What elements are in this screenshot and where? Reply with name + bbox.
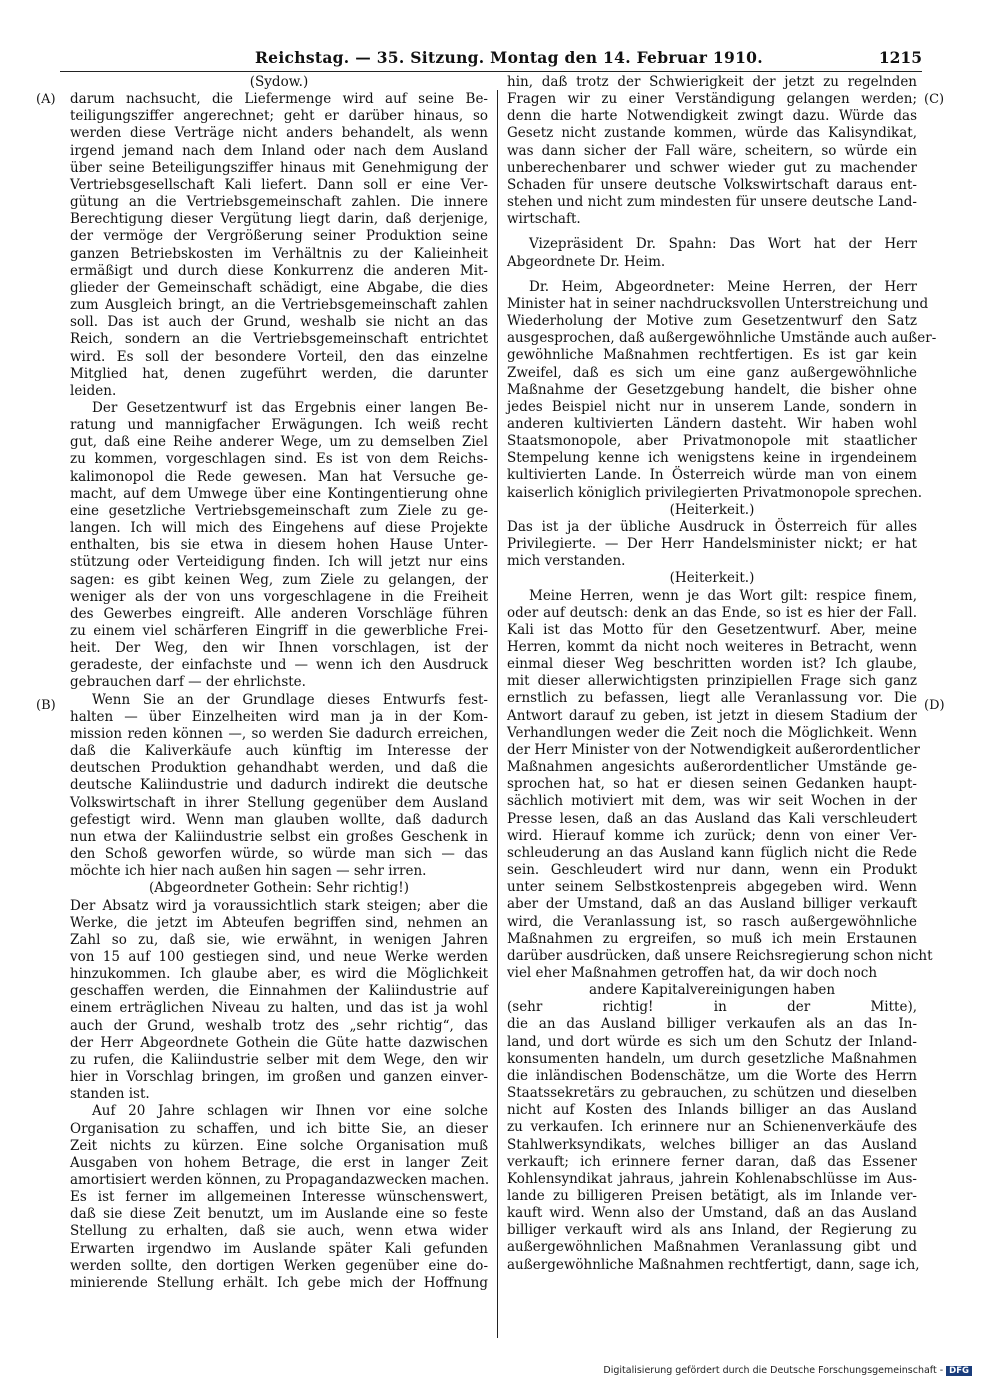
text-line: die inländischen Bodenschätze, um die Worte des Herrn: [507, 1067, 917, 1084]
text-line: Wenn Sie an der Grundlage dieses Entwurfs fest-: [92, 691, 488, 708]
text-line: aber der Umstand, daß an das Ausland billiger verkauft: [507, 896, 917, 913]
text-line: Stahlwerksyndikats, welches billiger an das Ausland: [507, 1136, 917, 1153]
text-line: mit dieser allerwichtigsten prinzipiellen Frage sich ganz: [507, 673, 917, 690]
text-line: Vizepräsident Dr. Spahn: Das Wort hat der Herr: [529, 236, 917, 253]
text-line: wird. Es soll der besondere Vorteil, den das einzelne: [70, 348, 488, 365]
text-line: lande zu billigeren Preisen betätigt, als im Inlande ver-: [507, 1188, 917, 1204]
page-header: [60, 48, 922, 72]
text-line: Presse lesen, daß an das Ausland das Kali verschleudert: [507, 810, 917, 827]
text-line: heit. Der Weg, den wir Ihnen vorschlagen, ist der: [70, 640, 488, 657]
text-line: wird. Hierauf komme ich zurück; denn von einer Ver-: [507, 827, 917, 844]
text-line: zu kommen, vorgeschlagen sind. Es ist von dem Reichs-: [70, 451, 488, 468]
text-line: Das ist ja der übliche Ausdruck in Österreich für alles: [507, 518, 917, 535]
text-line: Vertriebsgesellschaft Kali liefert. Dann soll er eine Ver-: [70, 176, 488, 193]
text-line: einem erträglichen Niveau zu halten, und das ist ja wohl: [70, 1000, 488, 1017]
text-line: unter seinem Selbstkostenpreis abgegeben wird. Wenn: [507, 879, 917, 896]
text-line: Wiederholung der Motive zum Gesetzentwurf den Satz: [507, 313, 917, 330]
text-line: darüber ausdrücken, daß unsere Reichsregierung schon nicht: [507, 947, 933, 964]
text-line: Minister hat in seiner nachdrucksvollen Unterstreichung und: [507, 295, 929, 312]
text-line: Maßnahmen angesichts außerordentlicher Umstände ge-: [507, 759, 917, 776]
text-line: gebrauchen darf — der ehrlichste.: [70, 674, 306, 691]
text-line: mich verstanden.: [507, 553, 626, 570]
margin-marker-c: (C): [924, 92, 945, 107]
text-line: denn die harte Notwendigkeit zwingt dazu. Würde das: [507, 108, 917, 125]
text-line: hier in Vorschlag bringen, im großen und ganzen einver-: [70, 1069, 488, 1086]
text-line: Herren, kommt da nicht noch weiteres in Betracht, wenn: [507, 639, 917, 655]
text-line: Volkswirtschaft in ihrer Stellung gegenüber dem Ausland: [70, 794, 488, 811]
text-line: schleuderung an das Ausland kann füglich nicht die Rede: [507, 844, 917, 861]
text-line: ganzen Betriebskosten im Verhältnis zu der Kalieinheit: [70, 245, 488, 262]
text-line: hinzukommen. Ich glaube aber, es wird die Möglichkeit: [70, 966, 488, 983]
text-line: kaiserlich königlich privilegierten Privatmonopole sprechen.: [507, 484, 923, 501]
text-line: Kali ist das Motto für den Gesetzentwurf. Aber, meine: [507, 621, 917, 638]
text-line: ermäßigt und durch diese Konkurrenz die anderen Mit-: [70, 262, 488, 279]
text-line: billiger verkauft wird als ans Inland, der Regierung zu: [507, 1222, 917, 1239]
text-line: unberechenbarer und schwer wieder gut zu machender: [507, 159, 917, 176]
text-line: gütung an die Vertriebsgemeinschaft zahlen. Die innere: [70, 194, 488, 211]
text-line: Fragen wir zu einer Verständigung gelangen werden;: [507, 91, 917, 108]
text-line: sein. Geschleudert wird nur dann, wenn ein Produkt: [507, 862, 917, 879]
text-line: nun etwa der Kaliindustrie selbst ein großes Geschenk in: [70, 828, 488, 845]
text-line: Es ist ferner im allgemeinen Interesse wünschenswert,: [70, 1189, 488, 1206]
text-line: Mitglied hat, denen zugeführt werden, die darunter: [70, 365, 488, 382]
text-line: Dr. Heim, Abgeordneter: Meine Herren, der Herr: [529, 278, 917, 295]
text-line: des Gewerbes eingreift. Alle anderen Vorschläge führen: [70, 605, 488, 622]
text-line: Der Absatz wird ja voraussichtlich stark steigen; aber die: [70, 897, 488, 914]
text-line: anderen kultivierten Ländern dasteht. Wir haben wohl: [507, 415, 917, 432]
margin-marker-a: (A): [36, 92, 56, 107]
margin-marker-d: (D): [924, 698, 945, 713]
text-line: enthalten, bis sie etwa in diesem hohen Hause Unter-: [70, 537, 488, 554]
text-line: eine gesetzliche Vertriebsgemeinschaft zum Ziele zu ge-: [70, 502, 488, 519]
text-line: halten — über Einzelheiten wird man ja in der Kom-: [70, 708, 488, 725]
text-line: (Heiterkeit.): [669, 570, 755, 587]
text-line: der Herr Minister von der Notwendigkeit außerordentlicher: [507, 741, 920, 758]
text-line: Organisation zu schaffen, und ich bitte Sie, an dieser: [70, 1120, 488, 1137]
text-line: Auf 20 Jahre schlagen wir Ihnen vor eine solche: [92, 1103, 488, 1120]
text-line: gut, daß eine Reihe anderer Wege, um zu demselben Ziel: [70, 434, 488, 451]
text-line: kauft wird. Wenn also der Umstand, daß an das Ausland: [507, 1205, 917, 1222]
text-line: Kohlensyndikat jahraus, jahrein Kohlenabschlüsse im Aus-: [507, 1170, 917, 1187]
left-text-column: [70, 74, 488, 1292]
text-line: wirtschaft.: [507, 211, 581, 228]
footer-credit: [603, 1365, 972, 1376]
text-line: Erwarten irgendwo im Auslande später Kali gefunden: [70, 1240, 488, 1257]
text-line: wird, die Veranlassung ist, so rasch außergewöhnliche: [507, 913, 917, 930]
text-line: darum nachsucht, die Liefermenge wird auf seine Be-: [70, 91, 488, 108]
text-line: (Abgeordneter Gothein: Sehr richtig!): [148, 880, 409, 897]
text-line: nicht auf Kosten des Inlands billiger an das Ausland: [507, 1102, 917, 1119]
text-line: zum Ausgleich bringt, an die Vertriebsgemeinschaft zahlen: [70, 297, 488, 314]
text-line: der vermöge der Vergrößerung seiner Produktion seine: [70, 228, 488, 245]
text-line: (Sydow.): [249, 74, 309, 90]
text-line: deutschen Produktion gehandhabt werden, und daß die: [70, 760, 488, 777]
text-line: auch der Grund, weshalb trotz des „sehr richtig“, das: [70, 1017, 488, 1034]
text-line: Zeit nichts zu kürzen. Eine solche Organisation muß: [70, 1137, 488, 1154]
header-title: Reichstag. — 35. Sitzung. Montag den 14. Februar 1910.: [255, 48, 763, 67]
text-line: gewöhnliche Maßnahmen rechtfertigen. Es ist gar kein: [507, 347, 917, 364]
text-line: Privilegierte. — Der Herr Handelsminister nickt; er hat: [507, 536, 917, 553]
footer-text: Digitalisierung gefördert durch die Deutsche Forschungsgemeinschaft -: [603, 1365, 944, 1376]
dfg-logo: DFG: [946, 1366, 972, 1376]
text-line: den Schoß geworfen würde, so würde man sich — das: [70, 846, 488, 863]
text-line: ernstlich zu befassen, liegt alle Veranlassung vor. Die: [507, 690, 917, 707]
text-line: Berechtigung dieser Vergütung liegt darin, daß derjenige,: [70, 211, 488, 228]
text-line: Abgeordnete Dr. Heim.: [507, 253, 666, 270]
text-line: außergewöhnlichen Maßnahmen Veranlassung gibt und: [507, 1239, 917, 1256]
text-line: Stellung zu erhalten, daß sie auch, wenn etwa wider: [70, 1223, 488, 1240]
text-line: Stempelung kenne ich wenigstens keine in irgendeinem: [507, 450, 917, 467]
text-line: Verhandlungen weder die Zeit noch die Möglichkeit. Wenn: [507, 724, 917, 741]
text-line: Staatsmonopole, aber Privatmonopole mit staatlicher: [507, 433, 917, 450]
text-line: daß sie diese Zeit benutzt, um im Auslande eine so feste: [70, 1206, 488, 1223]
text-line: leiden.: [70, 382, 117, 399]
column-divider: [497, 90, 498, 1338]
text-line: oder auf deutsch: denk an das Ende, so ist es hier der Fall.: [507, 604, 917, 621]
text-line: Der Gesetzentwurf ist das Ergebnis einer langen Be-: [92, 399, 488, 416]
text-line: Reich, sondern an die Vertriebsgemeinschaft entrichtet: [70, 331, 488, 348]
text-line: was dann sicher der Fall wäre, scheitern, so würde ein: [507, 142, 917, 159]
text-line: zu einem viel schärferen Eingriff in die gewerbliche Frei-: [70, 623, 488, 639]
text-line: ratung und mannigfacher Erwägungen. Ich weiß recht: [70, 417, 488, 434]
text-line: verkauft; ich erinnere ferner daran, daß das Essener: [507, 1153, 917, 1170]
text-line: konsumenten handeln, um durch gesetzliche Maßnahmen: [507, 1050, 917, 1067]
text-line: werden diese Verträge nicht anders behandelt, als wenn: [70, 125, 488, 142]
text-line: Schaden für unsere deutsche Volkswirtschaft daraus ent-: [507, 176, 917, 193]
text-line: Maßnahmen zu ergreifen, so muß ich mein Erstaunen: [507, 930, 917, 947]
text-line: [507, 228, 917, 236]
text-line: minierende Stellung erhält. Ich gebe mich der Hoffnung: [70, 1274, 488, 1291]
text-line: gefestigt wird. Wenn man glauben wollte, daß dadurch: [70, 811, 488, 828]
text-line: macht, auf dem Umwege über eine Kontingentierung ohne: [70, 485, 488, 502]
text-line: Werke, die jetzt im Abteufen begriffen sind, nehmen an: [70, 914, 488, 931]
text-line: werden sollte, den dortigen Werken gegenüber eine do-: [70, 1257, 488, 1274]
header-rule: [60, 71, 922, 72]
text-line: Staatssekretärs zu gebrauchen, zu schützen und dieselben: [507, 1085, 917, 1102]
text-line: [507, 271, 917, 279]
text-line: sprochen hat, so hat er diesen seinen Gedanken haupt-: [507, 776, 917, 793]
text-line: über seine Beteiligungsziffer hinaus mit Genehmigung der: [70, 159, 488, 176]
text-line: Meine Herren, wenn je das Wort gilt: respice finem,: [529, 587, 917, 604]
text-line: von 15 auf 100 gestiegen sind, und neue Werke werden: [70, 948, 488, 965]
text-line: viel eher Maßnahmen getroffen hat, da wir doch noch: [507, 964, 878, 981]
text-line: Zweifel, daß es sich um eine ganz außergewöhnliche: [507, 364, 917, 381]
text-line: hin, daß trotz der Schwierigkeit der jetzt zu regelnden: [507, 74, 917, 90]
right-text-column: [507, 74, 937, 1274]
text-line: kultivierten Lande. In Österreich würde man von einem: [507, 467, 917, 484]
text-line: sächlich motiviert mit dem, was wir seit Wochen in der: [507, 793, 917, 810]
text-line: zu verkaufen. Ich erinnere nur an Schienenverkäufe des: [507, 1119, 917, 1136]
text-line: der Herr Abgeordnete Gothein die Güte hatte dazwischen: [70, 1034, 488, 1051]
text-line: land, und dort würde es sich um den Schutz der Inland-: [507, 1033, 917, 1050]
text-line: einmal dieser Weg beschritten worden ist? Ich glaube,: [507, 656, 917, 673]
text-line: Antwort darauf zu geben, ist jetzt in diesem Stadium der: [507, 707, 917, 724]
text-line: daß die Kaliverkäufe auch künftig im Interesse der: [70, 743, 488, 760]
text-line: Ausgaben von hohem Betrage, die erst in langer Zeit: [70, 1154, 488, 1171]
text-line: Zahl so zu, daß sie, wie erwähnt, in wenigen Jahren: [70, 931, 488, 948]
text-line: mission reden können —, so werden Sie dadurch erreichen,: [70, 725, 488, 742]
text-line: (sehr richtig! in der Mitte),: [507, 999, 917, 1016]
text-line: außergewöhnliche Maßnahmen rechtfertigt, dann, sage ich,: [507, 1256, 920, 1273]
text-line: glieder der Gemeinschaft schädigt, eine Abgabe, die dies: [70, 279, 488, 296]
text-line: Maßnahme der Gesetzgebung handelt, die bisher ohne: [507, 381, 917, 398]
text-line: stützung oder Verteidigung finden. Ich will jetzt nur eins: [70, 554, 488, 571]
text-line: weniger als der von uns vorgeschlagene in die Freiheit: [70, 588, 488, 605]
text-line: teiligungsziffer angerechnet; geht er darüber hinaus, so: [70, 108, 488, 125]
text-line: sagen: es gibt keinen Weg, zum Ziele zu gelangen, der: [70, 571, 488, 588]
text-line: jedes Beispiel nicht nur in unserem Lande, sondern in: [507, 398, 917, 415]
text-line: irgend jemand nach dem Inland oder nach dem Ausland: [70, 142, 488, 159]
page-number: 1215: [878, 48, 922, 67]
text-line: (Heiterkeit.): [669, 501, 755, 518]
text-line: standen ist.: [70, 1086, 150, 1103]
margin-marker-b: (B): [36, 698, 56, 713]
text-line: deutsche Kaliindustrie und dadurch indirekt die deutsche: [70, 777, 488, 794]
text-line: andere Kapitalvereinigungen haben: [588, 982, 836, 999]
text-line: ausgesprochen, daß außergewöhnliche Umstände auch außer-: [507, 330, 937, 347]
text-line: amortisiert werden können, zu Propagandazwecken machen.: [70, 1172, 490, 1188]
text-line: soll. Das ist auch der Grund, weshalb sie nicht an das: [70, 314, 488, 331]
text-line: möchte ich hier nach außen hin sagen — sehr irren.: [70, 863, 427, 880]
text-line: geradeste, der einfachste und — wenn ich den Ausdruck: [70, 657, 488, 674]
text-line: zu rufen, die Kaliindustrie selber mit dem Wege, den wir: [70, 1051, 488, 1068]
text-line: geschaffen werden, die Einnahmen der Kaliindustrie auf: [70, 983, 488, 1000]
text-line: Gesetz nicht zustande kommen, würde das Kalisyndikat,: [507, 125, 917, 142]
text-line: die an das Ausland billiger verkaufen als an das In-: [507, 1016, 917, 1033]
text-line: stehen und nicht zum mindesten für unsere deutsche Land-: [507, 194, 917, 211]
text-line: langen. Ich will mich des Eingehens auf diese Projekte: [70, 520, 488, 537]
text-line: kalimonopol die Rede gewesen. Man hat Versuche ge-: [70, 468, 488, 485]
